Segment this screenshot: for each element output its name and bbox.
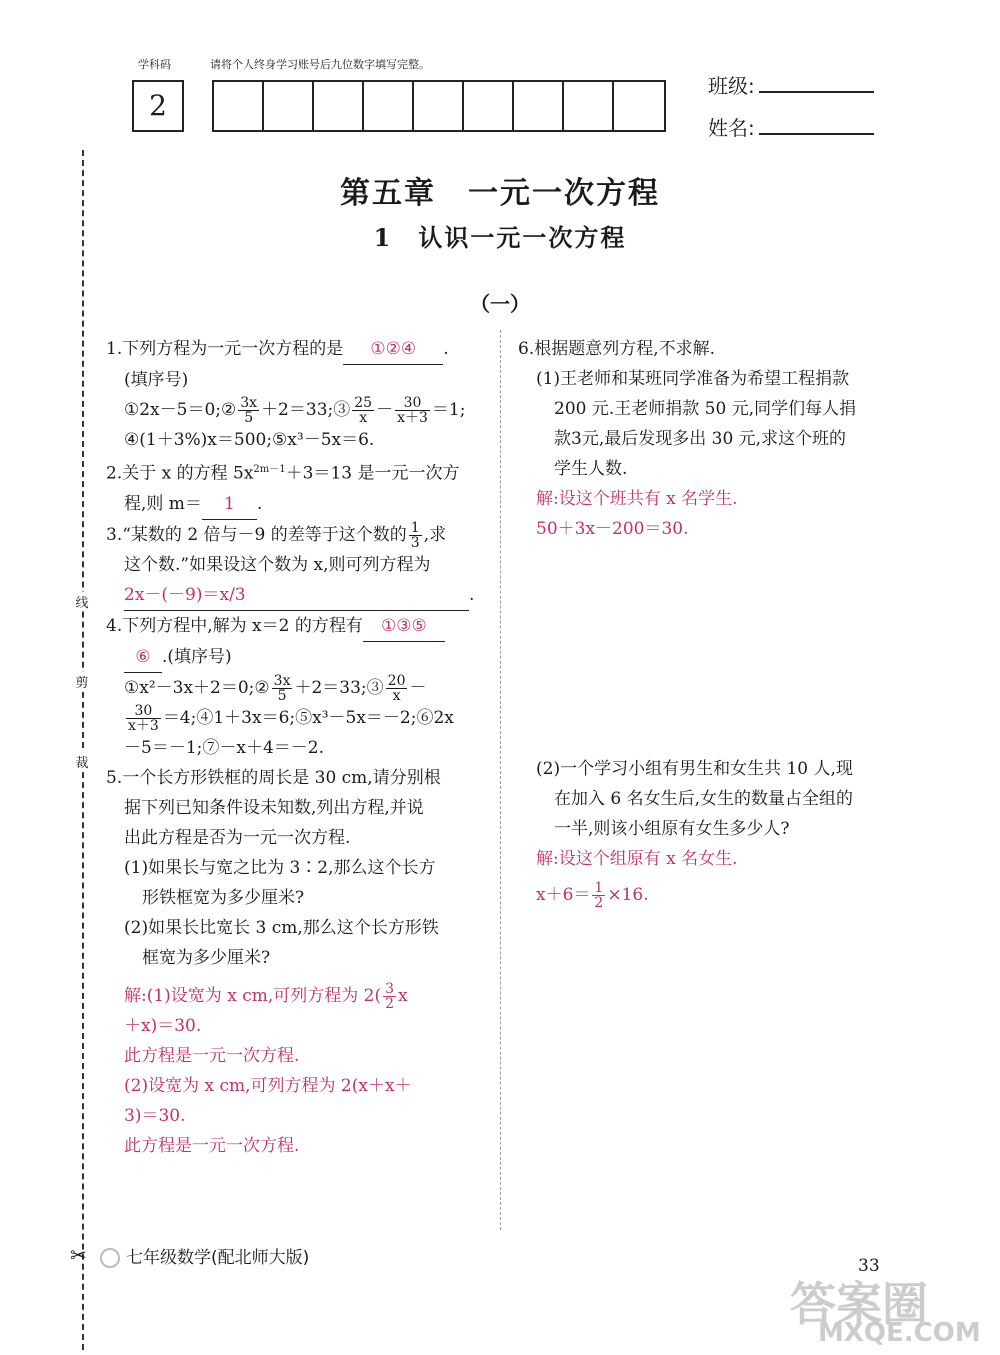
digit-box[interactable] xyxy=(364,82,414,130)
flower-icon xyxy=(100,1248,120,1268)
q4-options-3: －5＝－1;⑦－x＋4＝－2. xyxy=(124,737,324,758)
q3-line2: 这个数.”如果设这个数为 x,则可列方程为 xyxy=(124,554,431,575)
q3-line3: 2x－(－9)＝x/3 . xyxy=(106,580,491,611)
digit-box[interactable] xyxy=(614,82,664,130)
digit-box[interactable] xyxy=(514,82,564,130)
q4-answer-2[interactable]: ⑥ xyxy=(124,642,162,673)
q1-stem: 1.下列方程为一元一次方程的是 ①②④ . xyxy=(106,334,491,365)
watermark-logo: 答案圈 xyxy=(790,1277,928,1331)
q4-options-1: ①x²－3x＋2＝0;② $\frac{3x}{5}$ ＋2＝33;③ $\frac{20}{x}$ － xyxy=(124,672,427,704)
q6-part2-line2: 在加入 6 名女生后,女生的数量占全组的 xyxy=(554,789,854,809)
q5-answer-4[interactable]: (2)设宽为 x cm,可列方程为 2(x＋x＋ xyxy=(124,1075,412,1096)
column-divider xyxy=(500,330,501,1230)
q6-stem: 6.根据题意列方程,不求解. xyxy=(518,339,716,359)
part-title: （一） xyxy=(470,292,530,316)
q4-answer-1[interactable]: ①③⑤ xyxy=(363,611,445,642)
subject-code-box: 2 xyxy=(132,80,184,132)
left-column xyxy=(106,334,491,1161)
cut-line xyxy=(82,150,84,1350)
q5-sub2-line1: (2)如果长比宽长 3 cm,那么这个长方形铁 xyxy=(124,917,439,938)
q1-note: (填序号) xyxy=(124,370,189,390)
q5-answer-1[interactable]: 解:(1)设宽为 x cm,可列方程为 2( $\frac{3}{2}$ x xyxy=(124,980,408,1012)
q5-answer-2[interactable]: ＋x)＝30. xyxy=(124,1015,202,1036)
class-field[interactable] xyxy=(708,70,874,99)
cut-label: 剪 xyxy=(72,672,92,691)
name-field[interactable] xyxy=(708,112,874,141)
q6-part1-answer-2[interactable]: 50＋3x－200＝30. xyxy=(536,519,689,539)
q2-line2: 程,则 m＝ 1 . xyxy=(106,489,491,520)
footer-book-title: 七年级数学(配北师大版) xyxy=(100,1243,309,1268)
class-label: 班级: xyxy=(708,74,755,98)
q5-sub1-line2: 形铁框宽为多少厘米? xyxy=(142,887,305,908)
account-instruction: 请将个人终身学习账号后九位数字填写完整。 xyxy=(210,58,430,71)
account-digit-boxes[interactable] xyxy=(212,80,666,132)
digit-box[interactable] xyxy=(264,82,314,130)
name-label: 姓名: xyxy=(708,116,755,140)
q4-options-2: $\frac{30}{x+3}$ ＝4;④1＋3x＝6;⑤x³－5x＝－2;⑥2x xyxy=(128,702,454,734)
q1-options-2: ④(1＋3%)x＝500;⑤x³－5x＝6. xyxy=(124,430,375,450)
q6-part1-line1: (1)王老师和某班同学准备为希望工程捐款 xyxy=(536,369,850,389)
q1-options-1: ①2x－5＝0;② $\frac{3x}{5}$ ＋2＝33;③ $\frac{25}{x}$ － $\frac{30}{x+3}$ ＝1; xyxy=(124,395,466,426)
digit-box[interactable] xyxy=(464,82,514,130)
q6-part1-line3: 款3元,最后发现多出 30 元,求这个班的 xyxy=(554,429,847,449)
q6-part1-answer-1[interactable]: 解:设这个班共有 x 名学生. xyxy=(536,489,738,509)
page-number: 33 xyxy=(858,1256,880,1276)
q6-part2-answer-2[interactable]: x＋6＝ $\frac{1}{2}$ ×16. xyxy=(536,880,649,911)
scissors-icon: ✂ xyxy=(70,1243,87,1267)
digit-box[interactable] xyxy=(414,82,464,130)
watermark-site: MXQE.COM xyxy=(818,1318,981,1348)
q5-answer-6[interactable]: 此方程是一元一次方程. xyxy=(124,1135,300,1156)
q6-part1-line2: 200 元.王老师捐款 50 元,同学们每人捐 xyxy=(554,399,857,419)
q5-answer-3[interactable]: 此方程是一元一次方程. xyxy=(124,1045,300,1066)
cut-line-label: 线 xyxy=(72,592,92,611)
q2-stem: 2.关于 x 的方程 $5x^{2m-1}+3=13$ 是一元一次方 xyxy=(106,463,460,484)
q6-part1-line4: 学生人数. xyxy=(554,459,628,479)
right-column xyxy=(518,334,898,910)
q3-answer[interactable]: 2x－(－9)＝x/3 xyxy=(124,580,469,611)
q6-part2-answer-1[interactable]: 解:设这个组原有 x 名女生. xyxy=(536,849,738,869)
q5-sub2-line2: 框宽为多少厘米? xyxy=(142,947,271,968)
q5-line3: 出此方程是否为一元一次方程. xyxy=(124,827,351,848)
subject-code-label: 学科码 xyxy=(138,58,171,71)
q6-part2-line1: (2)一个学习小组有男生和女生共 10 人,现 xyxy=(536,759,853,779)
q4-line2: ⑥ .(填序号) xyxy=(106,642,491,673)
q2-answer[interactable]: 1 xyxy=(202,489,257,520)
q4-stem: 4.下列方程中,解为 x＝2 的方程有 ①③⑤ xyxy=(106,611,491,642)
q1-answer[interactable]: ①②④ xyxy=(343,334,443,365)
class-blank[interactable] xyxy=(759,73,874,93)
q5-line2: 据下列已知条件设未知数,列出方程,并说 xyxy=(124,797,424,818)
chapter-title: 第五章 一元一次方程 xyxy=(340,176,660,211)
q5-answer-5[interactable]: 3)＝30. xyxy=(124,1105,186,1126)
section-title: 1 认识一元一次方程 xyxy=(373,223,627,252)
name-blank[interactable] xyxy=(759,115,874,135)
q3-stem: 3.“某数的 2 倍与－9 的差等于这个数的 $\frac{1}{3}$ ,求 xyxy=(106,519,447,551)
q5-line1: 5.一个长方形铁框的周长是 30 cm,请分别根 xyxy=(106,767,441,788)
crop-label: 裁 xyxy=(72,752,92,771)
digit-box[interactable] xyxy=(214,82,264,130)
digit-box[interactable] xyxy=(314,82,364,130)
q5-sub1-line1: (1)如果长与宽之比为 3∶2,那么这个长方 xyxy=(124,857,436,878)
q6-part2-line3: 一半,则该小组原有女生多少人? xyxy=(554,819,790,839)
digit-box[interactable] xyxy=(564,82,614,130)
